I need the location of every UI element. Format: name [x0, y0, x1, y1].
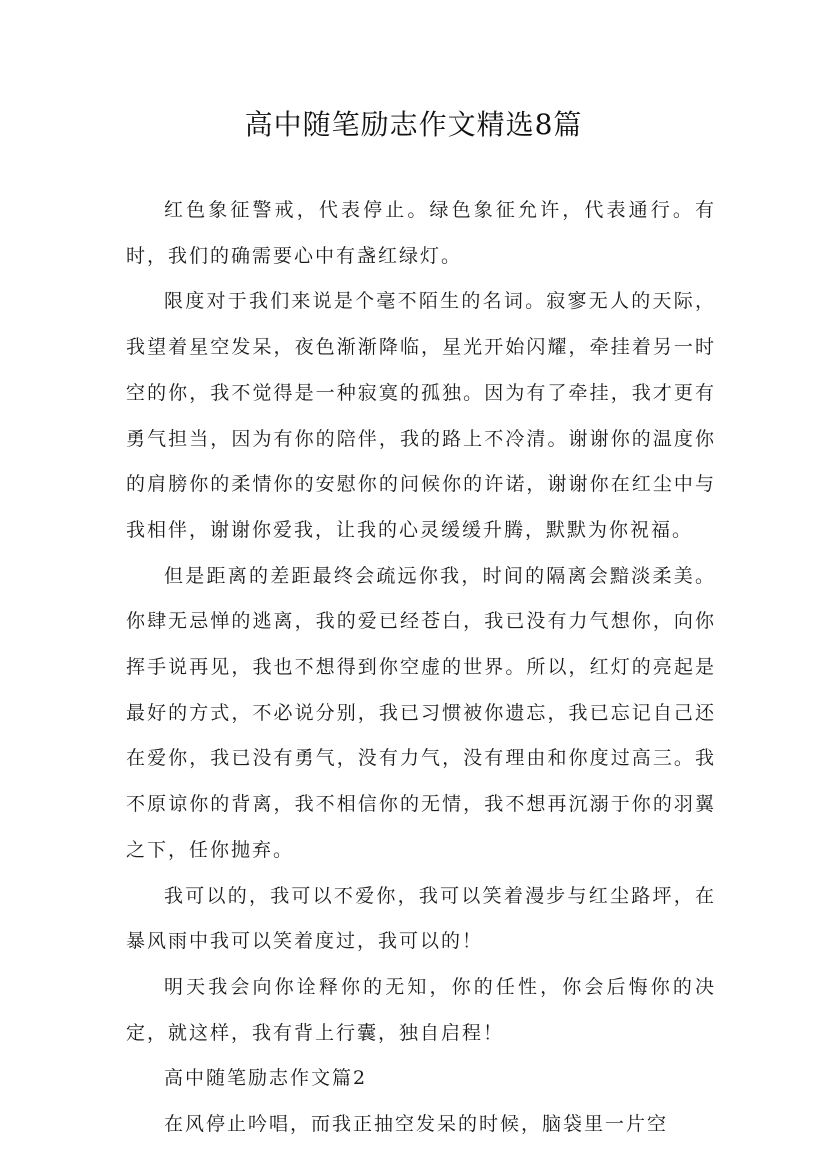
- paragraph-1: 红色象征警戒，代表停止。绿色象征允许，代表通行。有时，我们的确需要心中有盏红绿灯。: [126, 199, 716, 267]
- paragraph-6: 在风停止吟唱，而我正抽空发呆的时候，脑袋里一片空: [164, 1113, 669, 1136]
- paragraph-3: 但是距离的差距最终会疏远你我，时间的隔离会黯淡柔美。你肆无忌惮的逃离，我的爱已经苍白，我已没有力气想你，向你挥手说再见，我也不想得到你空虚的世界。所以，红灯的亮起是最好的方式，不必说分别，我已习惯被你遗忘，我已忘记自己还在爱你，我已没有勇气，没有力气，没有理由和你度过高三。我不原谅你的背离，我不相信你的无情，我不想再沉溺于你的羽翼之下，任你抛弃。: [126, 564, 716, 861]
- paragraph-4: 我可以的，我可以不爱你，我可以笑着漫步与红尘路坪，在暴风雨中我可以笑着度过，我可以的！: [126, 884, 716, 953]
- section-heading: 高中随笔励志作文篇2: [164, 1067, 368, 1090]
- paragraph-5: 明天我会向你诠释你的无知，你的任性，你会后悔你的决定，就这样，我有背上行囊，独自启程！: [126, 975, 716, 1044]
- document-body: [126, 188, 716, 1148]
- paragraph-2: 限度对于我们来说是个毫不陌生的名词。寂寥无人的天际，我望着星空发呆，夜色渐渐降临，星光开始闪耀，牵挂着另一时空的你，我不觉得是一种寂寞的孤独。因为有了牵挂，我才更有勇气担当，因为有你的陪伴，我的路上不冷清。谢谢你的温度你的肩膀你的柔情你的安慰你的问候你的许诺，谢谢你在红尘中与我相伴，谢谢你爱我，让我的心灵缓缓升腾，默默为你祝福。: [126, 290, 716, 541]
- document-title: 高中随笔励志作文精选8篇: [244, 108, 583, 141]
